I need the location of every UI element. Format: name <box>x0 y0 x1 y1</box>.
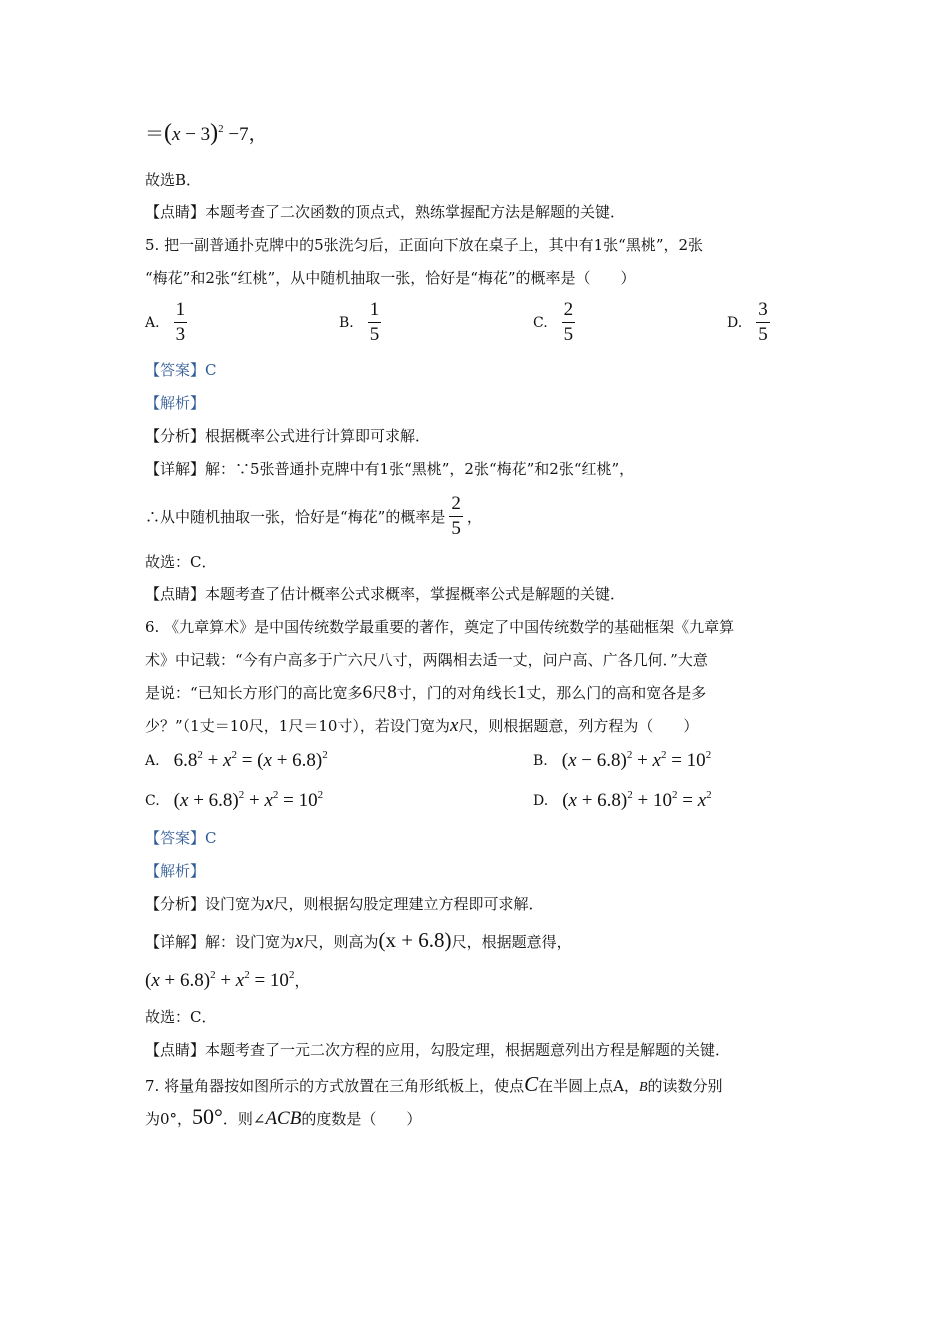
q5-option-d[interactable]: D. $\frac{3}{5}$ <box>727 299 768 345</box>
q5-stem-line1: 5. 把一副普通扑克牌中的5张洗匀后，正面向下放在桌子上，其中有1张“黑桃”，2张 <box>145 236 704 254</box>
formula-completed-square: $=(x - 3)^2 -7$， <box>145 120 268 146</box>
q5-answer: 【答案】C <box>145 361 217 379</box>
q6-comment: 【点睛】本题考查了一元二次方程的应用，勾股定理，根据题意列出方程是解题的关键． <box>145 1041 731 1059</box>
q6-analysis-heading: 【解析】 <box>145 862 206 880</box>
fraction: $\frac{1}{5}$ <box>369 299 380 345</box>
q7-stem-line2: 为0°，50°．则∠ACB的度数是（ ） <box>145 1104 422 1129</box>
equation: $(x - 6.8)^2 + x^2 = 10^2$ <box>561 749 712 771</box>
q6-stem-line3: 是说：“已知长方形门的高比宽多6尺8寸，门的对角线长1丈，那么门的高和宽各是多 <box>145 682 707 703</box>
equation: $(x + 6.8)^2 + 10^2 = x^2$ <box>562 789 712 811</box>
q5-analysis-heading: 【解析】 <box>145 394 206 412</box>
equation: $6.8^2 + x^2 = (x + 6.8)^2$ <box>173 749 328 771</box>
q6-analysis: 【分析】设门宽为x尺，则根据勾股定理建立方程即可求解． <box>145 893 544 914</box>
fraction: $\frac{2}{5}$ <box>451 493 461 539</box>
q5-stem-line2: “梅花”和2张“红桃”，从中随机抽取一张，恰好是“梅花”的概率是（ ） <box>145 269 636 287</box>
fraction: $\frac{1}{3}$ <box>175 299 186 345</box>
fraction: $\frac{2}{5}$ <box>563 299 574 345</box>
q6-option-b[interactable]: B. $(x - 6.8)^2 + x^2 = 10^2$ <box>533 749 712 771</box>
q6-stem-line4: 少？”（1丈＝10尺，1尺＝10寸），若设门宽为x尺，则根据题意，列方程为（ ） <box>145 715 699 736</box>
equation: $(x + 6.8)^2 + x^2 = 10^2$ <box>173 789 324 811</box>
q6-stem-line2: 术》中记载：“今有户高多于广六尺八寸，两隅相去适一丈，问户高、广各几何．”大意 <box>145 651 708 669</box>
q6-stem-line1: 6. 《九章算术》是中国传统数学最重要的著作，奠定了中国传统数学的基础框架《九章算 <box>145 618 735 636</box>
comment-q4: 【点睛】本题考查了二次函数的顶点式，熟练掌握配方法是解题的关键． <box>145 203 626 221</box>
q5-analysis: 【分析】根据概率公式进行计算即可求解． <box>145 427 431 445</box>
q5-detail: 【详解】解：∵5张普通扑克牌中有1张“黑桃”，2张“梅花”和2张“红桃”， <box>145 460 635 478</box>
q5-comment: 【点睛】本题考查了估计概率公式求概率，掌握概率公式是解题的关键． <box>145 585 626 603</box>
q6-option-d[interactable]: D. $(x + 6.8)^2 + 10^2 = x^2$ <box>533 789 712 811</box>
q5-option-b[interactable]: B. $\frac{1}{5}$ <box>339 299 380 345</box>
fraction: $\frac{3}{5}$ <box>758 299 768 345</box>
q6-option-c[interactable]: C. $(x + 6.8)^2 + x^2 = 10^2$ <box>145 789 324 811</box>
q6-option-a[interactable]: A. $6.8^2 + x^2 = (x + 6.8)^2$ <box>145 749 328 771</box>
q6-answer: 【答案】C <box>145 829 217 847</box>
q6-equation: $(x + 6.8)^2 + x^2 = 10^2$， <box>145 969 310 991</box>
q5-option-a[interactable]: A. $\frac{1}{3}$ <box>145 299 186 345</box>
q6-choose: 故选：C． <box>145 1008 217 1026</box>
q5-choose: 故选：C． <box>145 553 217 571</box>
choose-answer-q4: 故选B． <box>145 171 202 189</box>
q6-detail: 【详解】解：设门宽为x尺，则高为(x + 6.8)尺，根据题意得， <box>145 928 572 952</box>
q5-option-c[interactable]: C. $\frac{2}{5}$ <box>533 299 574 345</box>
q5-conclusion: ∴从中随机抽取一张，恰好是“梅花”的概率是 $\frac{2}{5}$ ， <box>145 493 482 539</box>
q7-stem-line1: 7. 将量角器按如图所示的方式放置在三角形纸板上，使点C在半圆上点A，B的读数分别 <box>145 1072 723 1096</box>
